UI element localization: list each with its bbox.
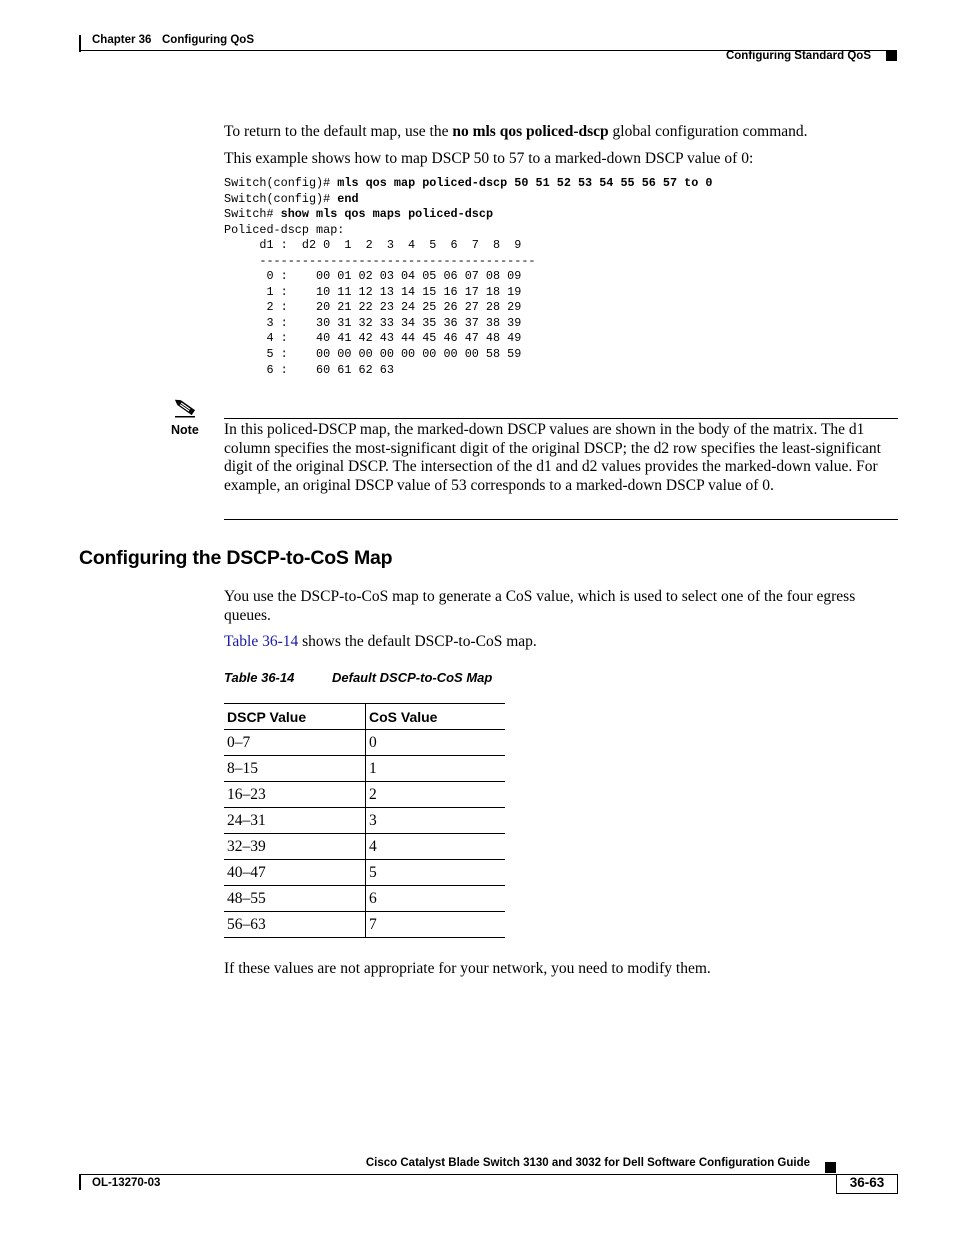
dscp-value-cell: 56–63 <box>224 912 366 938</box>
cos-value-cell: 6 <box>366 886 506 912</box>
cos-value-cell: 7 <box>366 912 506 938</box>
cos-value-cell: 1 <box>366 756 506 782</box>
dscp-value-cell: 16–23 <box>224 782 366 808</box>
dscp-value-cell: 24–31 <box>224 808 366 834</box>
table-row <box>224 782 505 808</box>
pencil-icon <box>173 397 197 419</box>
note-rule-bottom <box>224 519 898 520</box>
intro-paragraph-2: This example shows how to map DSCP 50 to 57 to a marked-down DSCP value of 0: <box>224 150 754 167</box>
code-command: show mls qos maps policed-dscp <box>280 207 494 222</box>
code-line: 2 : 20 21 22 23 24 25 26 27 28 29 <box>224 300 522 315</box>
code-line: 0 : 00 01 02 03 04 05 06 07 08 09 <box>224 269 522 284</box>
footer-rule <box>79 1174 897 1175</box>
code-line: Switch(config)# mls qos map policed-dscp 50 51 52 53 54 55 56 57 to 0 <box>224 176 713 190</box>
code-line: Switch# show mls qos maps policed-dscp <box>224 207 494 222</box>
table-row <box>224 808 505 834</box>
code-line: Switch(config)# end <box>224 191 359 206</box>
table-row <box>224 886 505 912</box>
cos-value-cell: 4 <box>366 834 506 860</box>
code-line: 4 : 40 41 42 43 44 45 46 47 48 49 <box>224 331 522 346</box>
code-line: 3 : 30 31 32 33 34 35 36 37 38 39 <box>224 315 522 330</box>
closing-paragraph: If these values are not appropriate for your network, you need to modify them. <box>224 960 711 977</box>
code-line: Policed-dscp map: <box>224 222 345 237</box>
dscp-value-cell: 8–15 <box>224 756 366 782</box>
code-line: d1 : d2 0 1 2 3 4 5 6 7 8 9 <box>224 238 522 253</box>
command-text: no mls qos policed-dscp <box>452 123 609 140</box>
note-label: Note <box>171 423 199 437</box>
footer-left-bar <box>79 1174 81 1190</box>
column-header-dscp: DSCP Value <box>224 704 366 730</box>
table-cross-reference-link[interactable]: Table 36-14 <box>224 633 299 650</box>
table-row <box>224 730 505 756</box>
code-example <box>224 176 712 378</box>
code-line: 1 : 10 11 12 13 14 15 16 17 18 19 <box>224 284 522 299</box>
table-row <box>224 860 505 886</box>
cos-value-cell: 5 <box>366 860 506 886</box>
cos-value-cell: 2 <box>366 782 506 808</box>
footer-guide-title: Cisco Catalyst Blade Switch 3130 and 3032 for Dell Software Configuration Guide <box>365 1157 810 1169</box>
section-heading: Configuring the DSCP-to-CoS Map <box>79 547 393 569</box>
table-header-row <box>224 704 505 730</box>
note-rule-top <box>224 418 898 419</box>
header-chapter-title: Configuring QoS <box>162 34 254 46</box>
dscp-value-cell: 32–39 <box>224 834 366 860</box>
code-line: 5 : 00 00 00 00 00 00 00 00 58 59 <box>224 347 522 362</box>
header-square-marker <box>886 50 897 61</box>
code-command: end <box>337 191 359 206</box>
table-row <box>224 756 505 782</box>
footer-page-number: 36-63 <box>849 1175 885 1190</box>
table-row <box>224 834 505 860</box>
column-header-cos: CoS Value <box>366 704 506 730</box>
table-caption-title: Default DSCP-to-CoS Map <box>332 670 493 685</box>
section-paragraph-1: You use the DSCP-to-CoS map to generate a CoS value, which is used to select one of the four egress queues. <box>224 588 856 624</box>
section-paragraph-2: Table 36-14 shows the default DSCP-to-CoS map. <box>224 633 537 650</box>
header-chapter: Chapter 36 <box>92 34 152 46</box>
footer-square-marker <box>825 1162 836 1173</box>
footer-doc-number: OL-13270-03 <box>92 1177 161 1189</box>
table-caption-number: Table 36-14 <box>224 670 295 685</box>
cos-value-cell: 3 <box>366 808 506 834</box>
code-command: mls qos map policed-dscp 50 51 52 53 54 55 56 57 to 0 <box>337 176 713 190</box>
code-line: 6 : 60 61 62 63 <box>224 362 394 377</box>
dscp-value-cell: 40–47 <box>224 860 366 886</box>
note-text: In this policed-DSCP map, the marked-down DSCP values are shown in the body of the matrix. The d1 column specifies the most-significant digit of the original DSCP; the d2 row specifies the least-significant digit of the original DSCP. The intersection of the d1 and d2 values provides the marked-down value. For example, an original DSCP value of 53 corresponds to a marked-down DSCP value of 0. <box>224 421 881 494</box>
cos-value-cell: 0 <box>366 730 506 756</box>
header-section-title: Configuring Standard QoS <box>725 50 871 62</box>
dscp-value-cell: 0–7 <box>224 730 366 756</box>
dscp-value-cell: 48–55 <box>224 886 366 912</box>
code-line: --------------------------------------- <box>224 253 536 268</box>
table-row <box>224 912 505 938</box>
intro-paragraph-1: To return to the default map, use the no mls qos policed-dscp global configuration command. <box>224 123 808 140</box>
dscp-to-cos-table <box>224 703 505 938</box>
